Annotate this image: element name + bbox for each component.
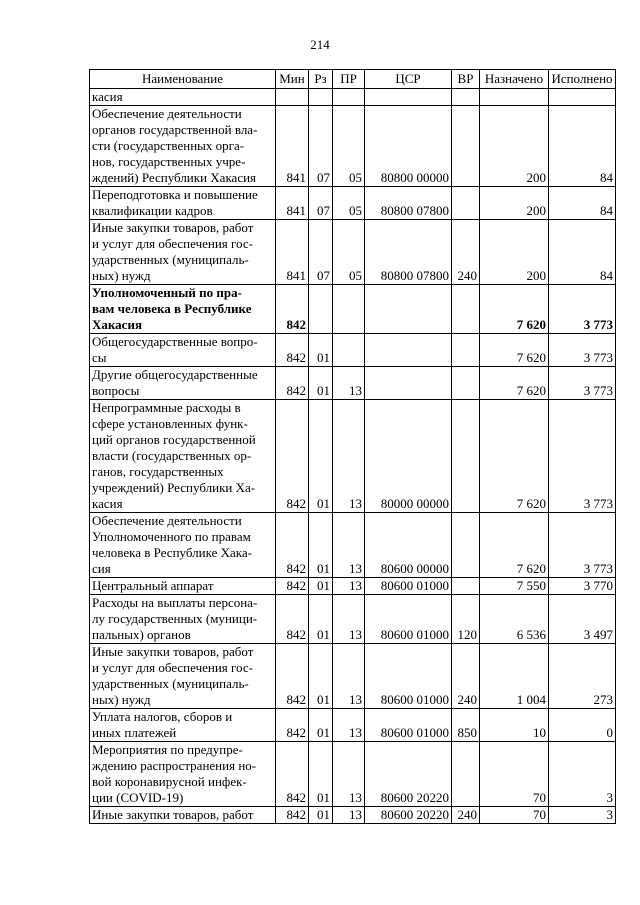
- cell-rz: 01: [309, 709, 333, 742]
- column-header-min: Мин: [276, 70, 309, 89]
- cell-pr: 13: [333, 578, 365, 595]
- column-header-vr: ВР: [452, 70, 480, 89]
- cell-name: Уполномоченный по пра- вам человека в Республике Хакасия: [90, 285, 276, 334]
- cell-rz: 07: [309, 187, 333, 220]
- column-header-assigned: Назначено: [480, 70, 549, 89]
- cell-pr: [333, 334, 365, 367]
- cell-min: 842: [276, 644, 309, 709]
- cell-executed: 84: [549, 106, 616, 187]
- cell-rz: 07: [309, 220, 333, 285]
- cell-csr: [365, 89, 452, 106]
- cell-vr: [452, 187, 480, 220]
- table-row: [90, 187, 616, 220]
- cell-name: Переподготовка и повышение квалификации кадров: [90, 187, 276, 220]
- cell-executed: 3 773: [549, 400, 616, 513]
- cell-pr: [333, 89, 365, 106]
- cell-min: 842: [276, 285, 309, 334]
- cell-csr: 80000 00000: [365, 400, 452, 513]
- cell-executed: 3 773: [549, 285, 616, 334]
- cell-assigned: 7 620: [480, 285, 549, 334]
- cell-min: 841: [276, 106, 309, 187]
- cell-name: Другие общегосударственные вопросы: [90, 367, 276, 400]
- cell-vr: [452, 106, 480, 187]
- cell-min: 842: [276, 400, 309, 513]
- cell-vr: [452, 334, 480, 367]
- cell-min: 842: [276, 513, 309, 578]
- cell-executed: 3 773: [549, 367, 616, 400]
- cell-assigned: 200: [480, 187, 549, 220]
- cell-pr: 13: [333, 513, 365, 578]
- cell-name: Иные закупки товаров, работ и услуг для обеспечения гос- ударственных (муниципаль- ных) нужд: [90, 644, 276, 709]
- cell-rz: 07: [309, 106, 333, 187]
- cell-min: 841: [276, 220, 309, 285]
- cell-executed: 3: [549, 742, 616, 807]
- column-header-name: Наименование: [90, 70, 276, 89]
- cell-executed: [549, 89, 616, 106]
- cell-vr: [452, 285, 480, 334]
- cell-rz: 01: [309, 367, 333, 400]
- cell-vr: [452, 89, 480, 106]
- table-row: [90, 89, 616, 106]
- cell-vr: 120: [452, 595, 480, 644]
- cell-vr: [452, 578, 480, 595]
- cell-assigned: 7 620: [480, 400, 549, 513]
- cell-pr: 13: [333, 400, 365, 513]
- cell-rz: 01: [309, 334, 333, 367]
- table-row: [90, 644, 616, 709]
- table-row: [90, 742, 616, 807]
- cell-min: [276, 89, 309, 106]
- cell-rz: 01: [309, 595, 333, 644]
- cell-min: 842: [276, 334, 309, 367]
- cell-rz: 01: [309, 400, 333, 513]
- cell-executed: 3 773: [549, 513, 616, 578]
- cell-vr: [452, 742, 480, 807]
- cell-executed: 84: [549, 220, 616, 285]
- cell-vr: 240: [452, 220, 480, 285]
- cell-assigned: 200: [480, 106, 549, 187]
- cell-rz: [309, 89, 333, 106]
- cell-vr: 240: [452, 807, 480, 824]
- table-row: [90, 334, 616, 367]
- table-body: [90, 89, 616, 824]
- cell-vr: 850: [452, 709, 480, 742]
- table-row: [90, 220, 616, 285]
- table-row: [90, 285, 616, 334]
- cell-min: 842: [276, 807, 309, 824]
- cell-assigned: 70: [480, 807, 549, 824]
- cell-pr: 13: [333, 709, 365, 742]
- table-row: [90, 578, 616, 595]
- table-row: [90, 807, 616, 824]
- cell-assigned: 200: [480, 220, 549, 285]
- cell-min: 842: [276, 595, 309, 644]
- cell-pr: 13: [333, 742, 365, 807]
- cell-assigned: 7 550: [480, 578, 549, 595]
- cell-csr: [365, 334, 452, 367]
- cell-assigned: [480, 89, 549, 106]
- cell-name: Иные закупки товаров, работ и услуг для обеспечения гос- ударственных (муниципаль- ных) нужд: [90, 220, 276, 285]
- cell-name: Расходы на выплаты персона- лу государственных (муници- пальных) органов: [90, 595, 276, 644]
- cell-name: Уплата налогов, сборов и иных платежей: [90, 709, 276, 742]
- cell-rz: [309, 285, 333, 334]
- cell-csr: 80800 07800: [365, 187, 452, 220]
- cell-assigned: 1 004: [480, 644, 549, 709]
- cell-csr: 80800 00000: [365, 106, 452, 187]
- column-header-executed: Исполнено: [549, 70, 616, 89]
- cell-assigned: 10: [480, 709, 549, 742]
- cell-csr: 80600 01000: [365, 644, 452, 709]
- cell-csr: 80800 07800: [365, 220, 452, 285]
- cell-csr: 80600 00000: [365, 513, 452, 578]
- cell-vr: [452, 367, 480, 400]
- column-header-pr: ПР: [333, 70, 365, 89]
- cell-min: 842: [276, 742, 309, 807]
- cell-executed: 3 497: [549, 595, 616, 644]
- cell-name: Непрограммные расходы в сфере установленных функ- ций органов государственной власти (государственных ор- ганов, государственных учреждений) Республики Ха- касия: [90, 400, 276, 513]
- cell-pr: 05: [333, 220, 365, 285]
- table-row: [90, 106, 616, 187]
- cell-min: 841: [276, 187, 309, 220]
- cell-csr: [365, 285, 452, 334]
- cell-min: 842: [276, 578, 309, 595]
- cell-pr: 05: [333, 187, 365, 220]
- cell-executed: 273: [549, 644, 616, 709]
- cell-name: Обеспечение деятельности органов государственной вла- сти (государственных орга- нов, государственных учре- ждений) Республики Хакасия: [90, 106, 276, 187]
- cell-executed: 3: [549, 807, 616, 824]
- cell-pr: 05: [333, 106, 365, 187]
- cell-rz: 01: [309, 644, 333, 709]
- cell-vr: [452, 513, 480, 578]
- cell-vr: 240: [452, 644, 480, 709]
- cell-executed: 84: [549, 187, 616, 220]
- cell-executed: 3 770: [549, 578, 616, 595]
- cell-pr: 13: [333, 595, 365, 644]
- cell-min: 842: [276, 709, 309, 742]
- cell-rz: 01: [309, 807, 333, 824]
- cell-pr: 13: [333, 367, 365, 400]
- table-header-row: [90, 70, 616, 89]
- cell-pr: 13: [333, 644, 365, 709]
- column-header-csr: ЦСР: [365, 70, 452, 89]
- cell-csr: 80600 01000: [365, 578, 452, 595]
- cell-assigned: 7 620: [480, 334, 549, 367]
- cell-csr: 80600 20220: [365, 742, 452, 807]
- cell-min: 842: [276, 367, 309, 400]
- cell-executed: 3 773: [549, 334, 616, 367]
- table-row: [90, 367, 616, 400]
- cell-rz: 01: [309, 742, 333, 807]
- cell-name: касия: [90, 89, 276, 106]
- table-row: [90, 400, 616, 513]
- cell-name: Обеспечение деятельности Уполномоченного по правам человека в Республике Хака- сия: [90, 513, 276, 578]
- cell-vr: [452, 400, 480, 513]
- cell-csr: 80600 01000: [365, 595, 452, 644]
- cell-name: Иные закупки товаров, работ: [90, 807, 276, 824]
- cell-csr: [365, 367, 452, 400]
- table-row: [90, 709, 616, 742]
- cell-assigned: 70: [480, 742, 549, 807]
- cell-name: Общегосударственные вопро- сы: [90, 334, 276, 367]
- cell-assigned: 7 620: [480, 367, 549, 400]
- page-number: 214: [310, 37, 330, 52]
- cell-executed: 0: [549, 709, 616, 742]
- cell-pr: [333, 285, 365, 334]
- cell-rz: 01: [309, 513, 333, 578]
- cell-rz: 01: [309, 578, 333, 595]
- table-row: [90, 595, 616, 644]
- cell-assigned: 7 620: [480, 513, 549, 578]
- budget-table: [89, 69, 616, 824]
- cell-csr: 80600 20220: [365, 807, 452, 824]
- cell-pr: 13: [333, 807, 365, 824]
- column-header-rz: Рз: [309, 70, 333, 89]
- cell-name: Мероприятия по предупре- ждению распространения но- вой коронавирусной инфек- ции (COVID-19): [90, 742, 276, 807]
- cell-assigned: 6 536: [480, 595, 549, 644]
- table-row: [90, 513, 616, 578]
- cell-name: Центральный аппарат: [90, 578, 276, 595]
- cell-csr: 80600 01000: [365, 709, 452, 742]
